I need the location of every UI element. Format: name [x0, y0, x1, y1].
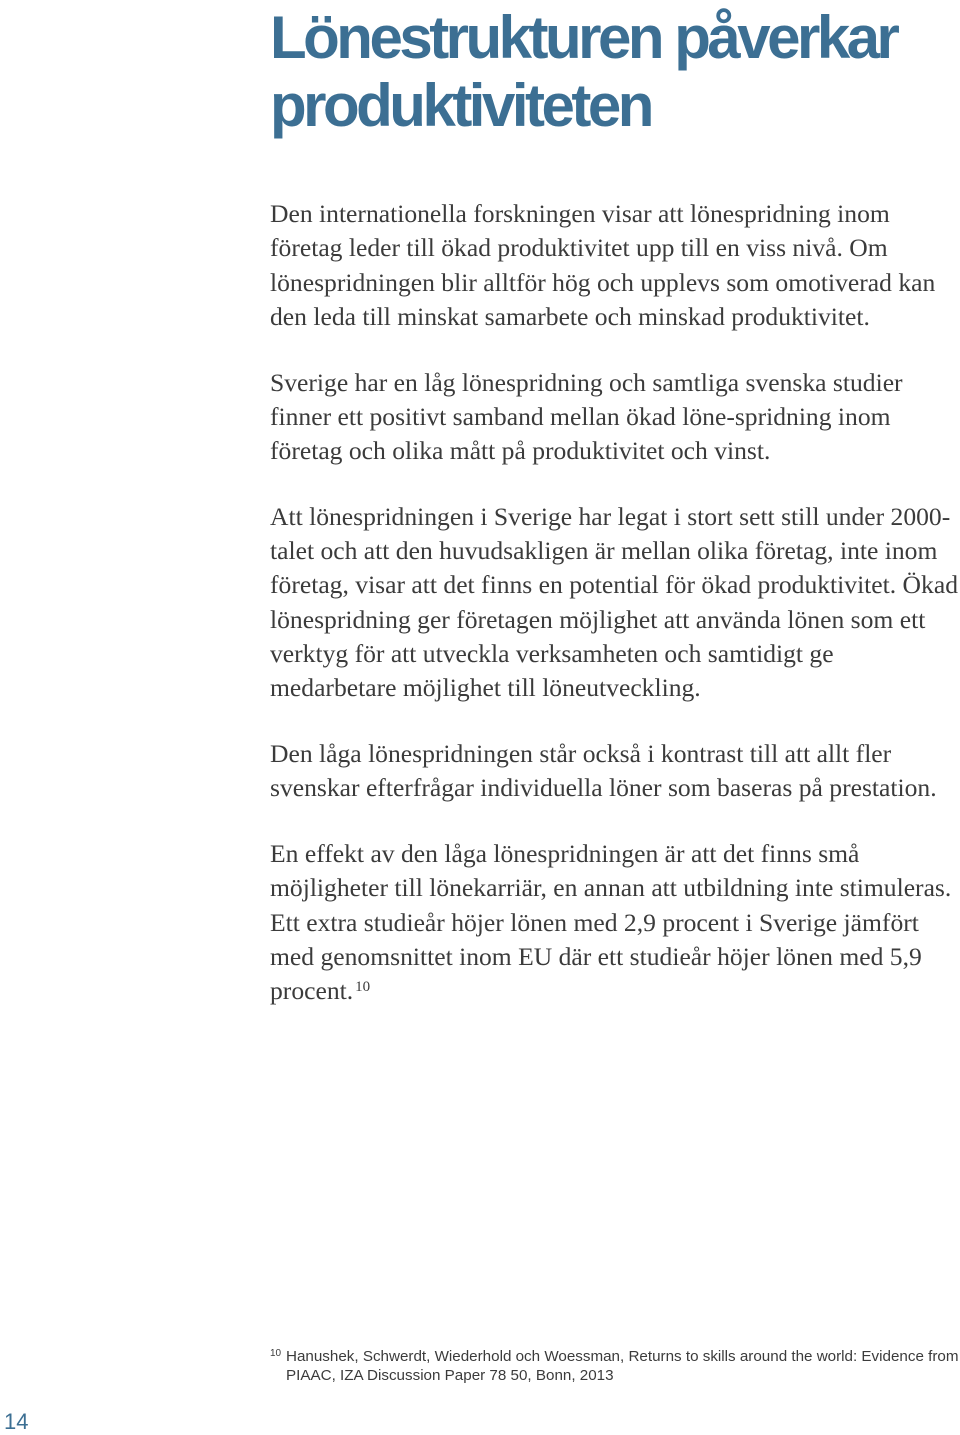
- footnote-number: 10: [270, 1348, 282, 1359]
- paragraph-3: Att lönespridningen i Sverige har legat i stort sett still under 2000-talet och att den huvudsakligen är mellan olika företag, inte inom företag, visar att det finns en potential för ökad produktivitet. Ökad lönespridning ger företagen möjlighet att använda lönen som ett verktyg för att utveckla verksamheten och samtidigt ge medarbetare möjlighet till löneutveckling.: [270, 501, 958, 703]
- paragraph-2: Sverige har en låg lönespridning och samtliga svenska studier finner ett positivt samband mellan ökad löne-spridning inom företag och olika mått på produktivitet och vinst.: [270, 367, 903, 466]
- body-text: [270, 197, 960, 1040]
- paragraph-4: Den låga lönespridningen står också i kontrast till att allt fler svenskar efterfrågar individuella löner som baseras på prestation.: [270, 739, 937, 803]
- paragraph-5-text: En effekt av den låga lönespridningen är att det finns små möjligheter till lönekarriär, en annan att utbildning inte stimuleras. Ett extra studieår höjer lönen med 2,9 procent i Sverige jämfört med genomsnittet inom EU där ett studieår höjer lönen med 5,9 procent.: [270, 839, 952, 1006]
- page-title: [270, 4, 960, 140]
- footnote: [270, 1347, 960, 1385]
- footnote-reference: 10: [355, 978, 371, 995]
- page-title-line-1: Lönestrukturen påverkar: [270, 4, 897, 71]
- page-number: 14: [4, 1409, 29, 1434]
- paragraph-5: [270, 837, 960, 1008]
- page-title-line-2: produktiviteten: [270, 72, 651, 139]
- paragraph-1: Den internationella forskningen visar att lönespridning inom företag leder till ökad produktivitet upp till en viss nivå. Om lönespridningen blir alltför hög och upplevs som omotiverad kan den leda till minskat samarbete och minskad produktivitet.: [270, 199, 936, 331]
- footnote-text: Hanushek, Schwerdt, Wiederhold och Woessman, Returns to skills around the world: Evidence from PIAAC, IZA Discussion Paper 78 50, Bonn, 2013: [286, 1348, 959, 1384]
